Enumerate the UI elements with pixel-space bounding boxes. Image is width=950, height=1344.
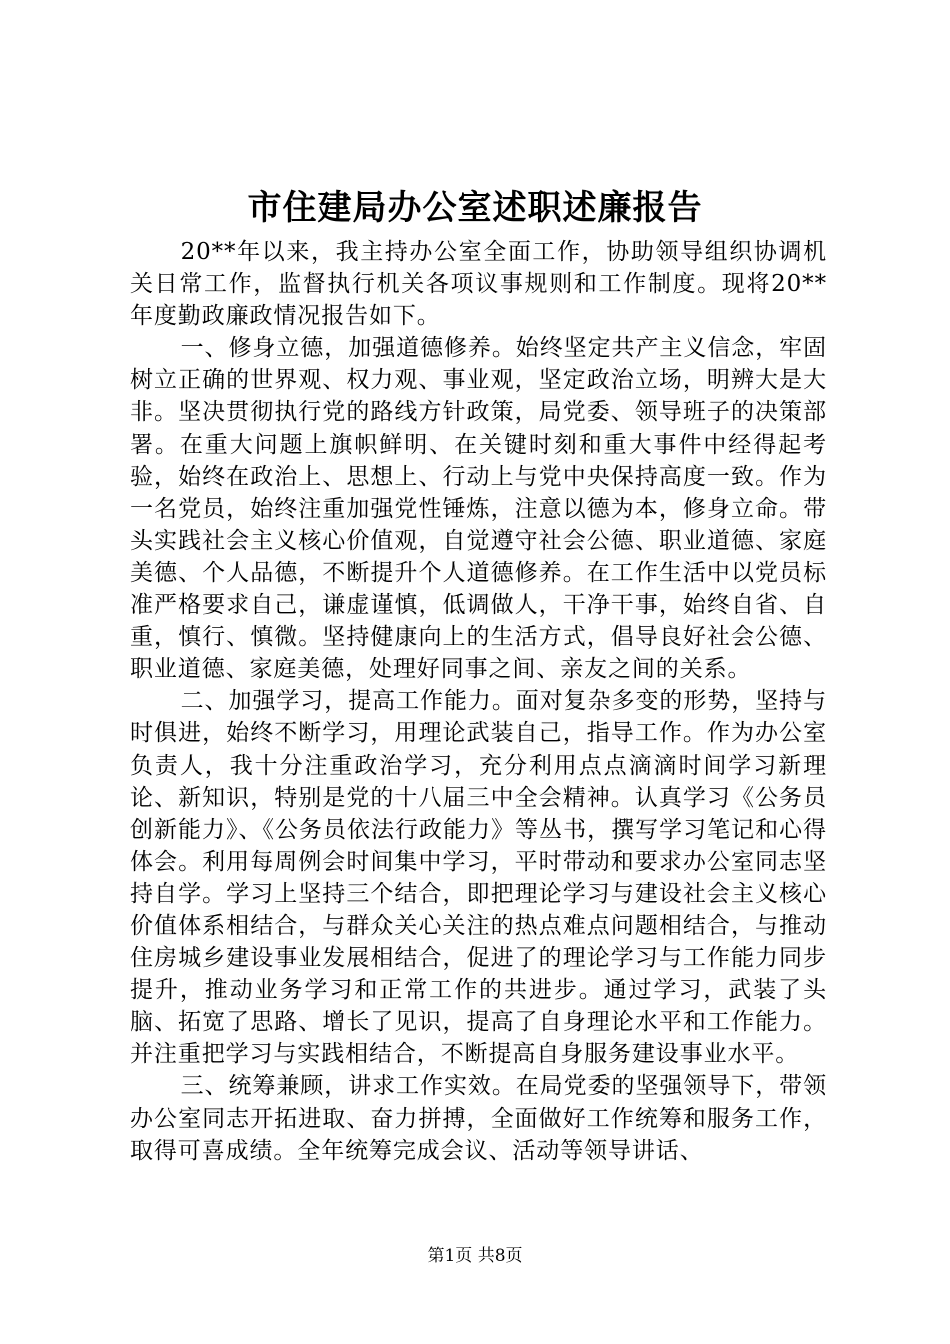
page-number-footer: 第1页 共8页 [427,1246,523,1266]
paragraph-section-2: 二、加强学习，提高工作能力。面对复杂多变的形势，坚持与时俱进，始终不断学习，用理论武装自己，指导工作。作为办公室负责人，我十分注重政治学习，充分利用点点滴滴时间学习新理论、新知识，特别是党的十八届三中全会精神。认真学习《公务员创新能力》、《公务员依法行政能力》等丛书，撰写学习笔记和心得体会。利用每周例会时间集中学习，平时带动和要求办公室同志坚持自学。学习上坚持三个结合，即把理论学习与建设社会主义核心价值体系相结合，与群众关心关注的热点难点问题相结合，与推动住房城乡建设事业发展相结合，促进了的理论学习与工作能力同步提升，推动业务学习和正常工作的共进步。通过学习，武装了头脑、拓宽了思路、增长了见识，提高了自身理论水平和工作能力。并注重把学习与实践相结合，不断提高自身服务建设事业水平。 [130,688,827,1068]
paragraph-intro: 20**年以来，我主持办公室全面工作，协助领导组织协调机关日常工作，监督执行机关各项议事规则和工作制度。现将20**年度勤政廉政情况报告如下。 [130,239,827,330]
document-title: 市住建局办公室述职述廉报告 [247,188,703,228]
paragraph-section-1: 一、修身立德，加强道德修养。始终坚定共产主义信念，牢固树立正确的世界观、权力观、事业观，坚定政治立场，明辨大是大非。坚决贯彻执行党的路线方针政策，局党委、领导班子的决策部署。在重大问题上旗帜鲜明、在关键时刻和重大事件中经得起考验，始终在政治上、思想上、行动上与党中央保持高度一致。作为一名党员，始终注重加强党性锤炼，注意以德为本，修身立命。带头实践社会主义核心价值观，自觉遵守社会公德、职业道德、家庭美德、个人品德，不断提升个人道德修养。在工作生活中以党员标准严格要求自己，谦虚谨慎，低调做人，干净干事，始终自省、自重，慎行、慎微。坚持健康向上的生活方式，倡导良好社会公德、职业道德、家庭美德，处理好同事之间、亲友之间的关系。 [130,335,827,683]
paragraph-section-3: 三、统筹兼顾，讲求工作实效。在局党委的坚强领导下，带领办公室同志开拓进取、奋力拼搏，全面做好工作统筹和服务工作，取得可喜成绩。全年统筹完成会议、活动等领导讲话、 [130,1073,827,1164]
document-body [130,236,827,1167]
